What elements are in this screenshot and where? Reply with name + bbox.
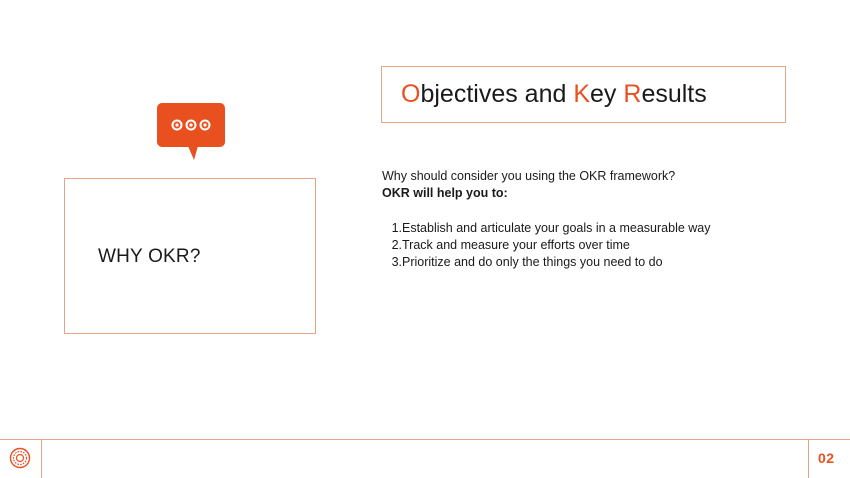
why-okr-label: WHY OKR? xyxy=(98,246,201,267)
speech-bubble-icon xyxy=(157,103,225,161)
title-box xyxy=(381,66,786,123)
list-item-number: 2. xyxy=(391,238,402,252)
subhead-text: OKR will help you to: xyxy=(382,186,508,200)
title-letter-k: K xyxy=(573,80,591,108)
list-item xyxy=(390,254,711,271)
list-item-number: 1. xyxy=(391,221,402,235)
question-text: Why should consider you using the OKR framework? xyxy=(382,169,676,183)
circular-logo-icon xyxy=(9,447,31,469)
list-item-text: Track and measure your efforts over time xyxy=(402,238,630,252)
list-item xyxy=(390,220,711,237)
okr-benefits-list xyxy=(390,220,711,271)
footer-divider xyxy=(0,439,850,440)
list-item-text: Prioritize and do only the things you need to do xyxy=(402,255,663,269)
list-item xyxy=(390,237,711,254)
title-letter-r: R xyxy=(623,80,642,108)
title-part-2: ey xyxy=(590,80,624,108)
title-letter-o: O xyxy=(401,80,421,108)
list-item-text: Establish and articulate your goals in a measurable way xyxy=(402,221,711,235)
slide-title xyxy=(401,80,707,109)
list-item-number: 3. xyxy=(391,255,402,269)
why-okr-box xyxy=(64,178,316,334)
footer-divider-right xyxy=(808,439,809,478)
footer-divider-left xyxy=(41,439,42,478)
page-number: 02 xyxy=(818,450,835,466)
title-part-1: bjectives and xyxy=(420,80,574,108)
title-part-3: esults xyxy=(641,80,707,108)
